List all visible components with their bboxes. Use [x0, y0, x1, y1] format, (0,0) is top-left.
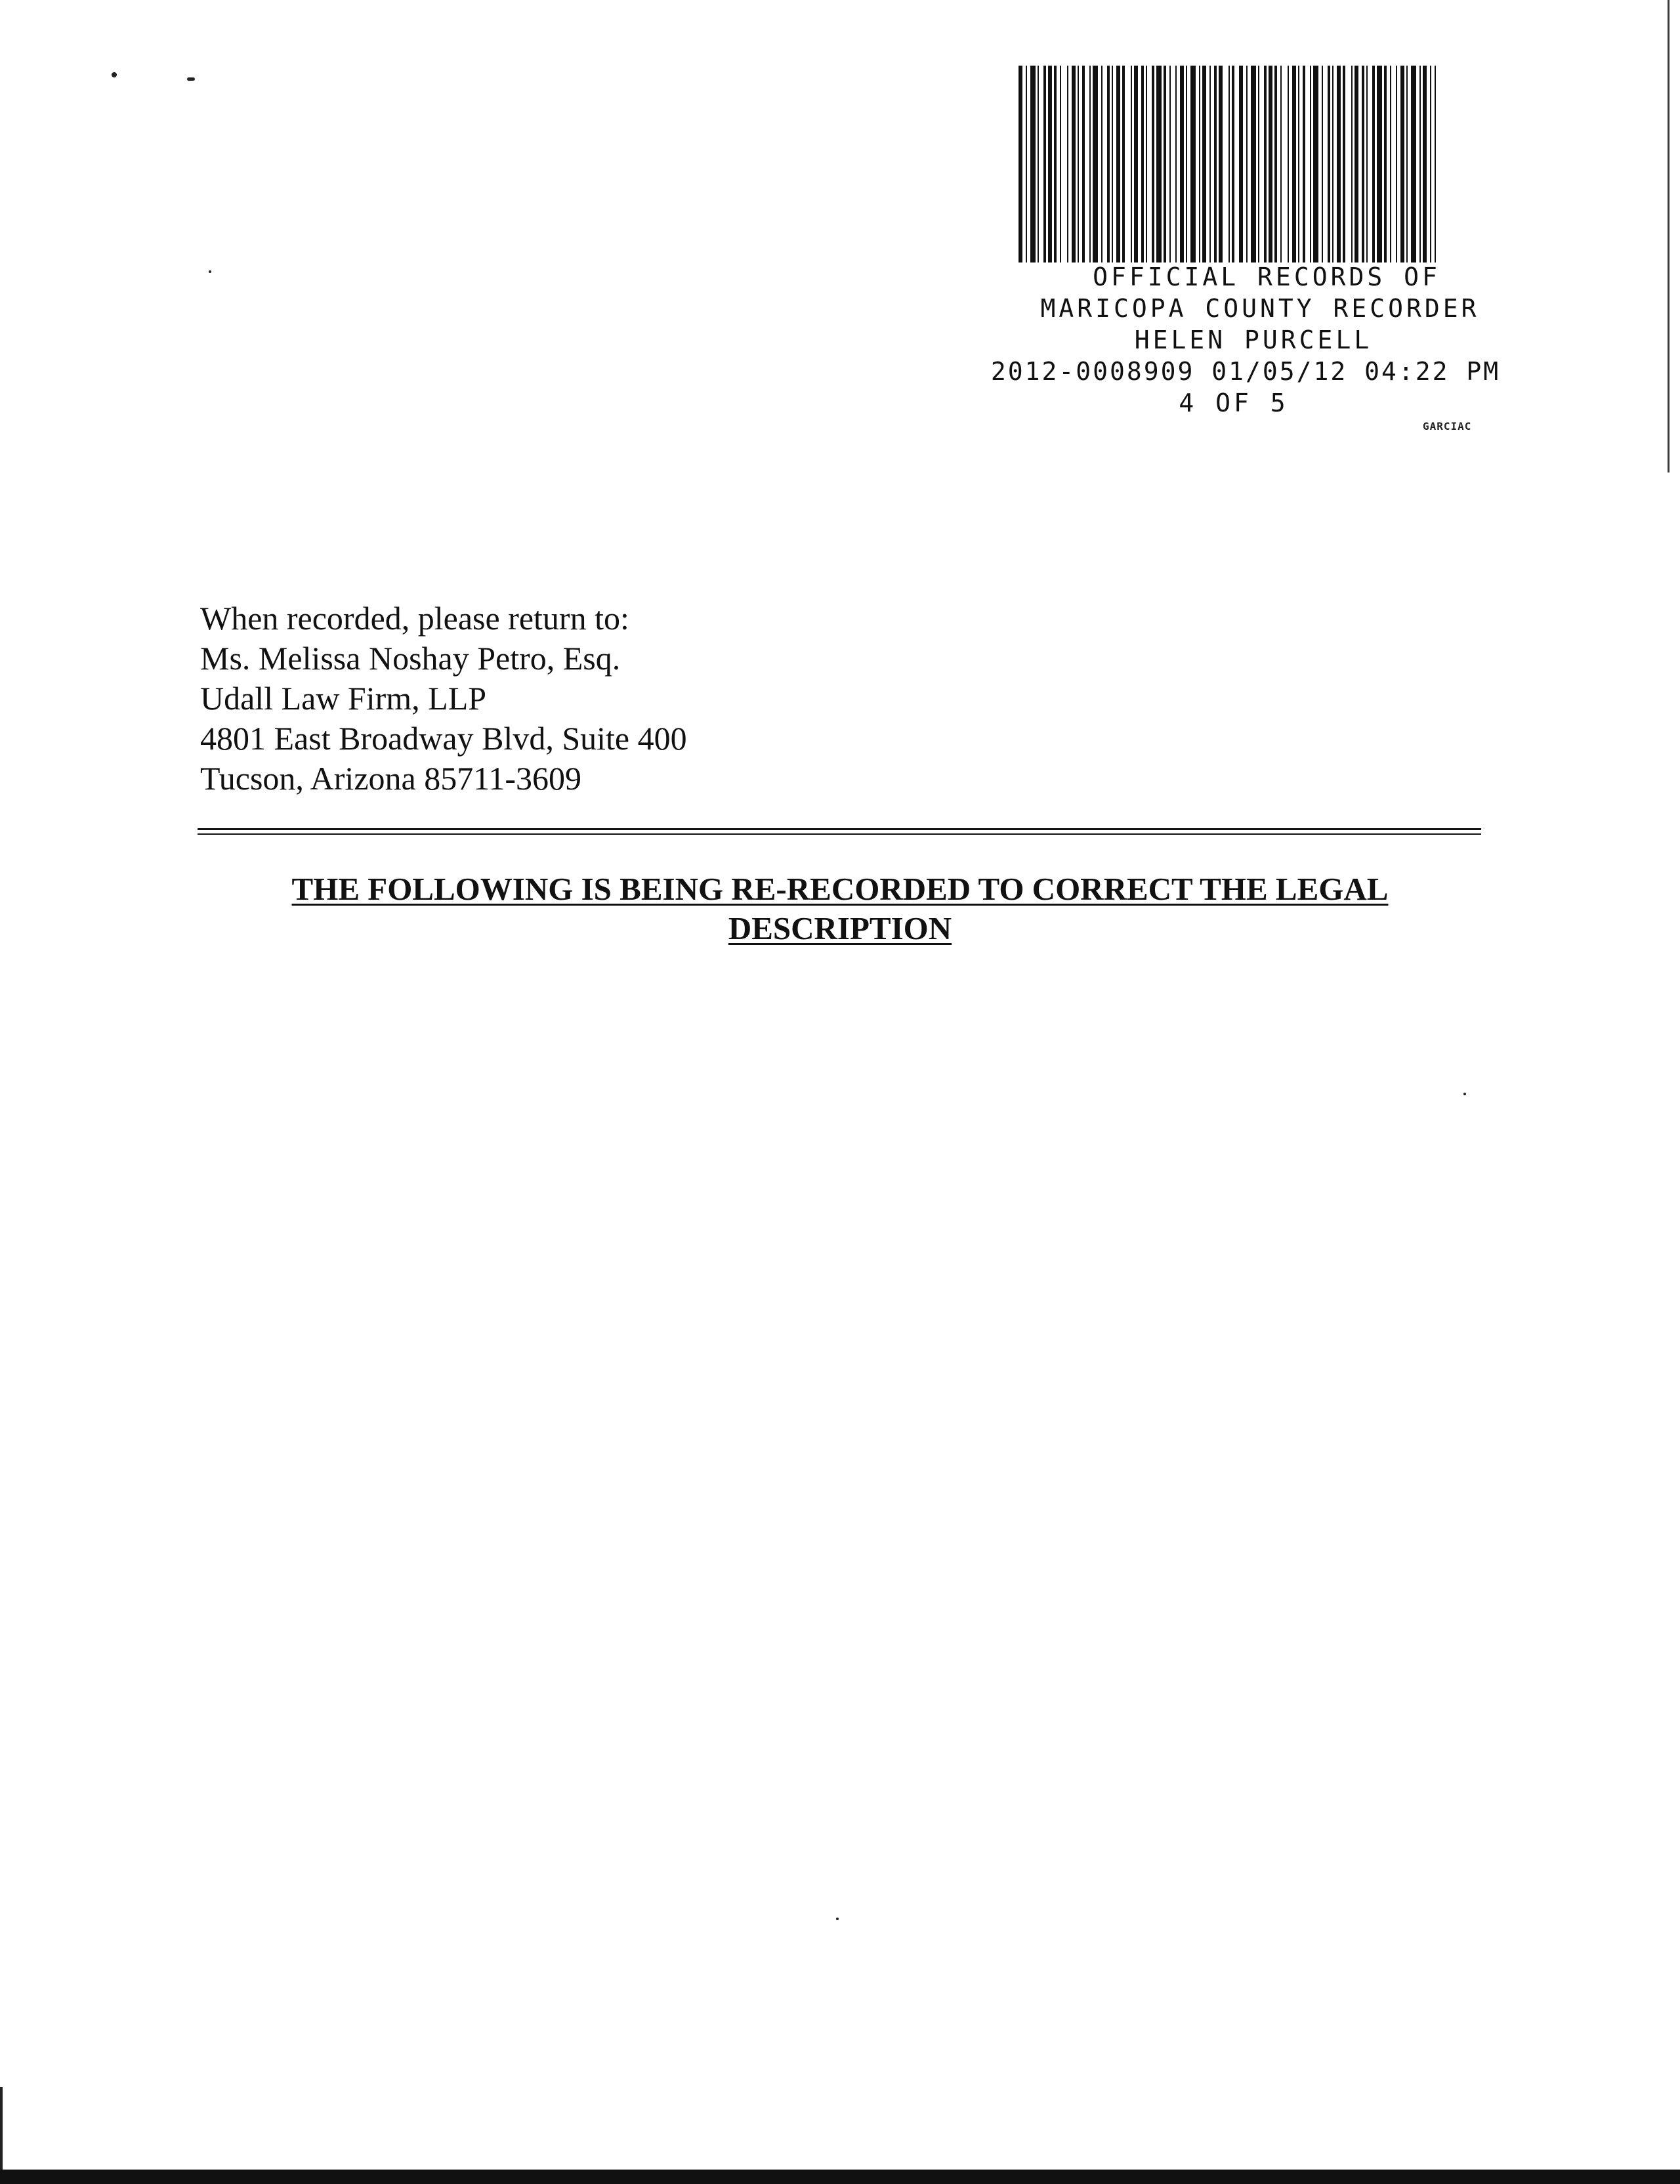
barcode-bar — [1107, 66, 1110, 262]
barcode-bar — [1274, 66, 1277, 262]
barcode-bar — [1258, 66, 1259, 262]
barcode-bar — [1038, 66, 1039, 262]
page-count: 4 OF 5 — [1179, 388, 1289, 417]
recorder-stamp — [965, 261, 1529, 419]
barcode-bar — [1303, 66, 1305, 262]
barcode-bar — [1423, 66, 1427, 262]
barcode-bar — [1067, 66, 1068, 262]
barcode-bar — [1054, 66, 1057, 262]
barcode-bar — [1101, 66, 1102, 262]
return-address-line: When recorded, please return to: — [200, 600, 629, 637]
barcode-bar — [1313, 66, 1318, 262]
heading-line: DESCRIPTION — [728, 910, 952, 946]
barcode-bar — [1180, 66, 1184, 262]
barcode-bar — [1269, 66, 1272, 262]
barcode-bar — [1343, 66, 1345, 262]
scan-speck — [836, 1918, 839, 1920]
scan-edge — [1668, 0, 1670, 472]
barcode-bar — [1146, 66, 1147, 262]
barcode-bar — [1134, 66, 1138, 262]
scan-speck — [1463, 1093, 1466, 1095]
barcode-bar — [1232, 66, 1234, 262]
barcode-bar — [1082, 66, 1085, 262]
barcode-bar — [1406, 66, 1408, 262]
barcode-bar — [1351, 66, 1353, 262]
scan-edge — [0, 2087, 3, 2172]
return-address-line: Udall Law Firm, LLP — [200, 680, 487, 717]
barcode-bar — [1310, 66, 1311, 262]
recording-number: 2012-0008909 01/05/12 04:22 PM — [990, 357, 1501, 386]
barcode-bar — [1116, 66, 1120, 262]
stamp-line: HELEN PURCELL — [1134, 326, 1373, 354]
double-rule-divider — [198, 828, 1481, 835]
barcode-bar — [1264, 66, 1267, 262]
barcode-bar — [1435, 66, 1436, 262]
barcode-bar — [1152, 66, 1154, 262]
scan-speck — [112, 72, 117, 77]
barcode-bar — [1089, 66, 1091, 262]
barcode-bar — [1362, 66, 1364, 262]
barcode-bar — [1419, 66, 1421, 262]
barcode-bar — [1396, 66, 1397, 262]
barcode-bar — [1322, 66, 1323, 262]
barcode-bar — [1043, 66, 1046, 262]
return-address-line: 4801 East Broadway Blvd, Suite 400 — [200, 720, 687, 757]
barcode-bar — [1332, 66, 1334, 262]
barcode-bar — [1164, 66, 1166, 262]
barcode-bar — [1060, 66, 1061, 262]
barcode-bar — [1372, 66, 1375, 262]
barcode-bar — [1288, 66, 1289, 262]
barcode-bar — [1214, 66, 1217, 262]
barcode-bar — [1354, 66, 1358, 262]
stamp-line: OFFICIAL RECORDS OF — [1093, 262, 1440, 291]
barcode-bar — [1169, 66, 1171, 262]
barcode-bar — [1219, 66, 1223, 262]
barcode-bar — [1377, 66, 1382, 262]
clerk-id: GARCIAC — [1423, 420, 1472, 432]
barcode-bar — [1251, 66, 1256, 262]
return-address — [200, 598, 687, 799]
barcode-bar — [1030, 66, 1036, 262]
barcode-bar — [1366, 66, 1368, 262]
barcode-bar — [1156, 66, 1162, 262]
barcode-bar — [1190, 66, 1196, 262]
barcode-bar — [1202, 66, 1206, 262]
barcode-bar — [1246, 66, 1248, 262]
return-address-line: Tucson, Arizona 85711-3609 — [200, 760, 582, 797]
barcode-bar — [1186, 66, 1187, 262]
re-recording-heading — [249, 870, 1431, 948]
scan-speck — [187, 77, 195, 81]
stamp-line: MARICOPA COUNTY RECORDER — [1040, 294, 1480, 323]
scan-edge — [0, 2170, 1680, 2184]
barcode-bar — [1175, 66, 1177, 262]
barcode-bar — [1390, 66, 1391, 262]
barcode-bar — [1141, 66, 1144, 262]
barcode-bar — [1209, 66, 1211, 262]
barcode-bar — [1430, 66, 1431, 262]
heading-line: THE FOLLOWING IS BEING RE-RECORDED TO CORRECT THE LEGAL — [291, 871, 1389, 907]
barcode-bar — [1328, 66, 1330, 262]
barcode-bar — [1228, 66, 1230, 262]
barcode-bar — [1292, 66, 1296, 262]
barcode-bar — [1337, 66, 1341, 262]
barcode-bar — [1072, 66, 1076, 262]
barcode-bar — [1018, 66, 1022, 262]
scan-speck — [209, 270, 211, 273]
barcode-bar — [1298, 66, 1299, 262]
barcode-bar — [1048, 66, 1052, 262]
barcode-bar — [1078, 66, 1079, 262]
barcode-bar — [1112, 66, 1113, 262]
return-address-line: Ms. Melissa Noshay Petro, Esq. — [200, 640, 621, 677]
barcode-bar — [1131, 66, 1132, 262]
barcode-bar — [1122, 66, 1125, 262]
barcode-bar — [1280, 66, 1282, 262]
barcode-bar — [1239, 66, 1243, 262]
barcode-bar — [1411, 66, 1416, 262]
barcode-bar — [1384, 66, 1387, 262]
barcode-bar — [1199, 66, 1200, 262]
barcode-bar — [1026, 66, 1027, 262]
barcode-bar — [1400, 66, 1404, 262]
barcode-bar — [1093, 66, 1098, 262]
barcode-icon — [1018, 66, 1436, 262]
